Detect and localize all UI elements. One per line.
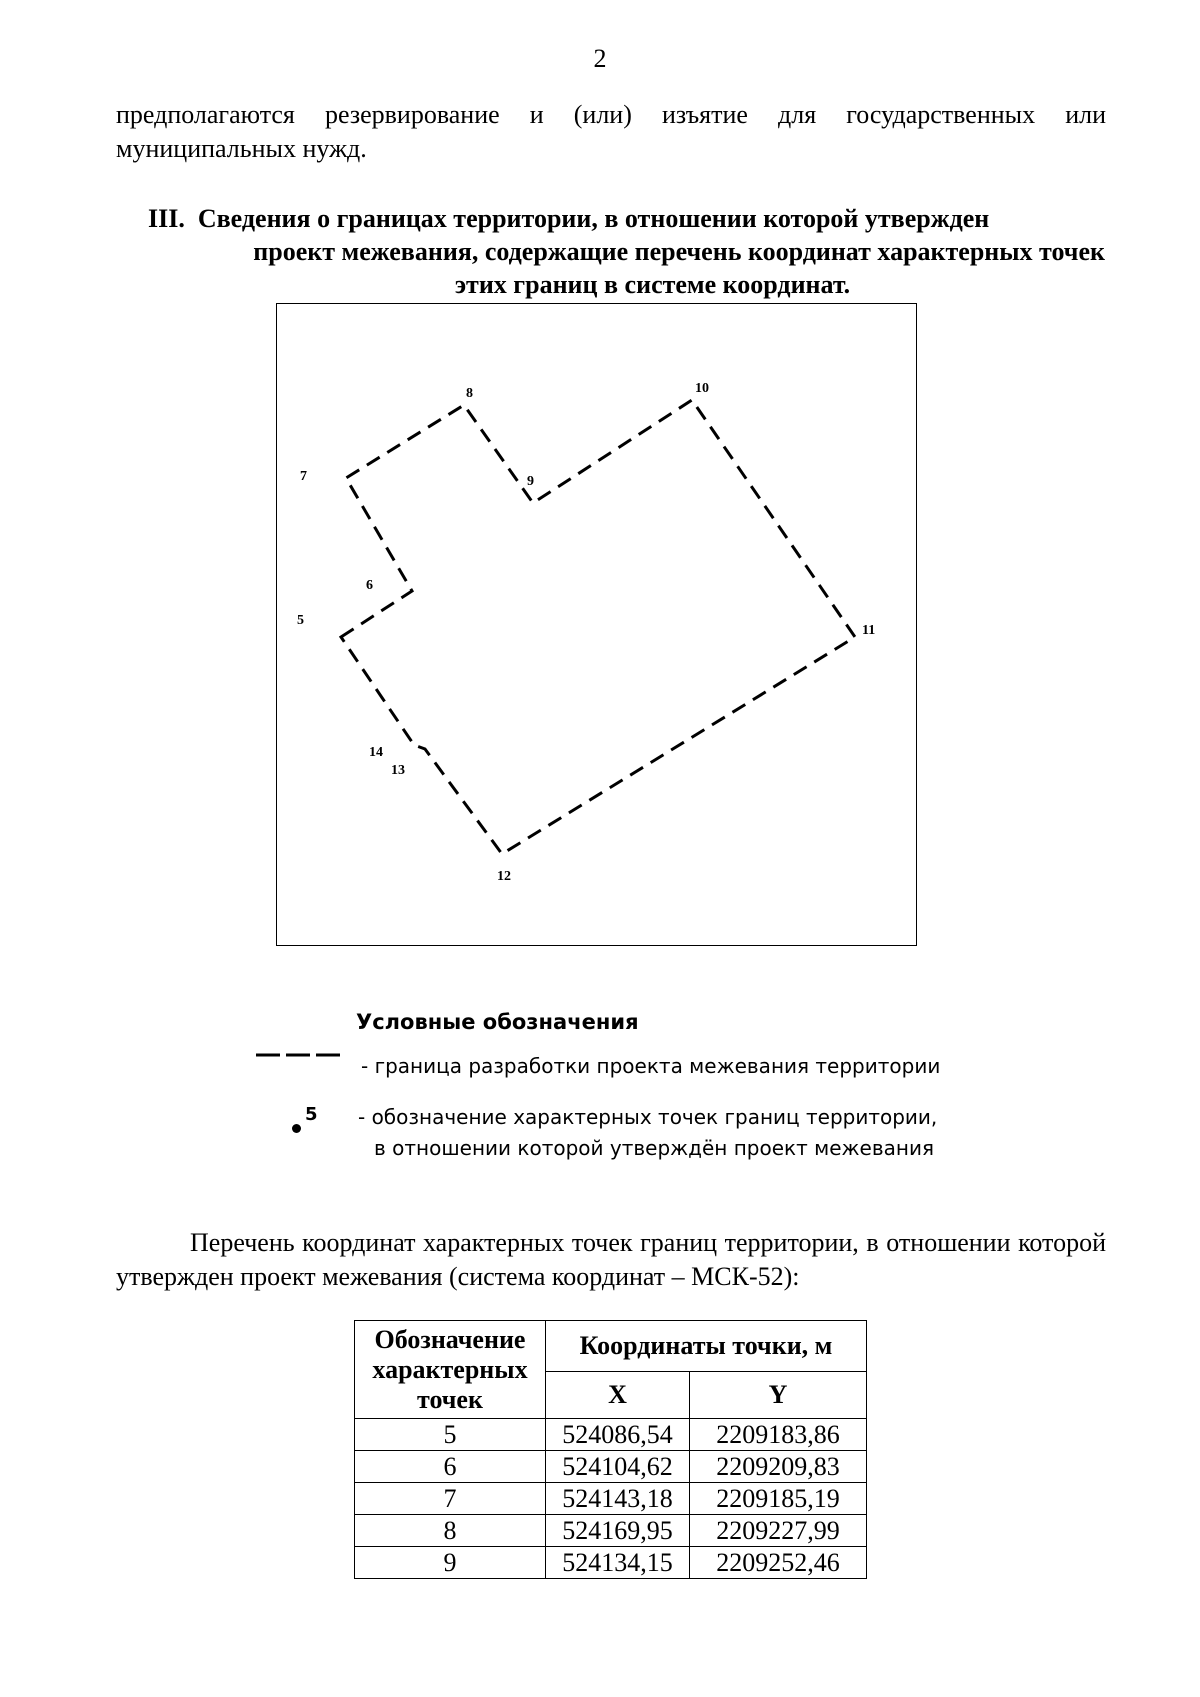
vertex-label-10: 10 — [695, 381, 709, 396]
table-row — [355, 1451, 867, 1483]
legend-point-description-1: - обозначение характерных точек границ территории, — [358, 1105, 938, 1129]
point-id: 6 — [355, 1451, 546, 1483]
table-row — [355, 1547, 867, 1579]
vertex-label-5: 5 — [297, 613, 304, 628]
point-y: 2209183,86 — [690, 1419, 867, 1451]
point-id: 5 — [355, 1419, 546, 1451]
legend-line-description: - граница разработки проекта межевания территории — [361, 1054, 941, 1078]
vertex-label-7: 7 — [300, 469, 307, 484]
vertex-label-9: 9 — [527, 474, 534, 489]
point-x: 524169,95 — [546, 1515, 690, 1547]
point-y: 2209227,99 — [690, 1515, 867, 1547]
section-title-line-2: проект межевания, содержащие перечень координат характерных точек — [253, 237, 1105, 266]
page-number: 2 — [593, 44, 607, 73]
table-row — [355, 1515, 867, 1547]
intro-paragraph: предполагаются резервирование и (или) изъятие для государственных или муниципальных нужд. — [116, 100, 1106, 163]
table-row — [355, 1419, 867, 1451]
vertex-label-11: 11 — [862, 623, 876, 638]
coordinates-table — [354, 1320, 867, 1579]
vertex-label-8: 8 — [466, 386, 473, 401]
vertex-label-6: 6 — [366, 578, 373, 593]
point-x: 524104,62 — [546, 1451, 690, 1483]
legend-dashed-line-sample — [256, 1046, 344, 1064]
point-id: 8 — [355, 1515, 546, 1547]
section-title-line-3: этих границ в системе координат. — [454, 270, 851, 299]
boundary-polygon — [341, 400, 855, 854]
point-y: 2209252,46 — [690, 1547, 867, 1579]
table-row — [355, 1483, 867, 1515]
point-id: 7 — [355, 1483, 546, 1515]
point-x: 524143,18 — [546, 1483, 690, 1515]
vertex-label-13: 13 — [391, 763, 405, 778]
header-coordinates: Координаты точки, м — [546, 1321, 867, 1372]
coordinates-intro-paragraph: Перечень координат характерных точек границ территории, в отношении которой утвержден проект межевания (система координат – МСК-52): — [116, 1228, 1106, 1291]
point-y: 2209209,83 — [690, 1451, 867, 1483]
header-x: X — [546, 1372, 690, 1419]
legend-title: Условные обозначения — [356, 1010, 639, 1034]
header-designation: Обозначение характерных точек — [355, 1321, 546, 1419]
point-id: 9 — [355, 1547, 546, 1579]
point-y: 2209185,19 — [690, 1483, 867, 1515]
boundary-map — [276, 303, 917, 946]
section-title — [130, 202, 1105, 301]
point-x: 524086,54 — [546, 1419, 690, 1451]
legend-point-description-2: в отношении которой утверждён проект межевания — [374, 1136, 934, 1160]
point-x: 524134,15 — [546, 1547, 690, 1579]
legend-point-dot — [292, 1124, 301, 1133]
vertex-label-14: 14 — [369, 745, 383, 760]
legend-point-label: 5 — [305, 1104, 318, 1125]
section-numeral: III. — [148, 204, 185, 233]
section-title-line-1 — [130, 202, 1105, 235]
vertex-label-12: 12 — [497, 869, 511, 884]
boundary-map-drawing — [277, 304, 918, 947]
section-title-text-1: Сведения о границах территории, в отношении которой утвержден — [197, 204, 990, 233]
header-y: Y — [690, 1372, 867, 1419]
